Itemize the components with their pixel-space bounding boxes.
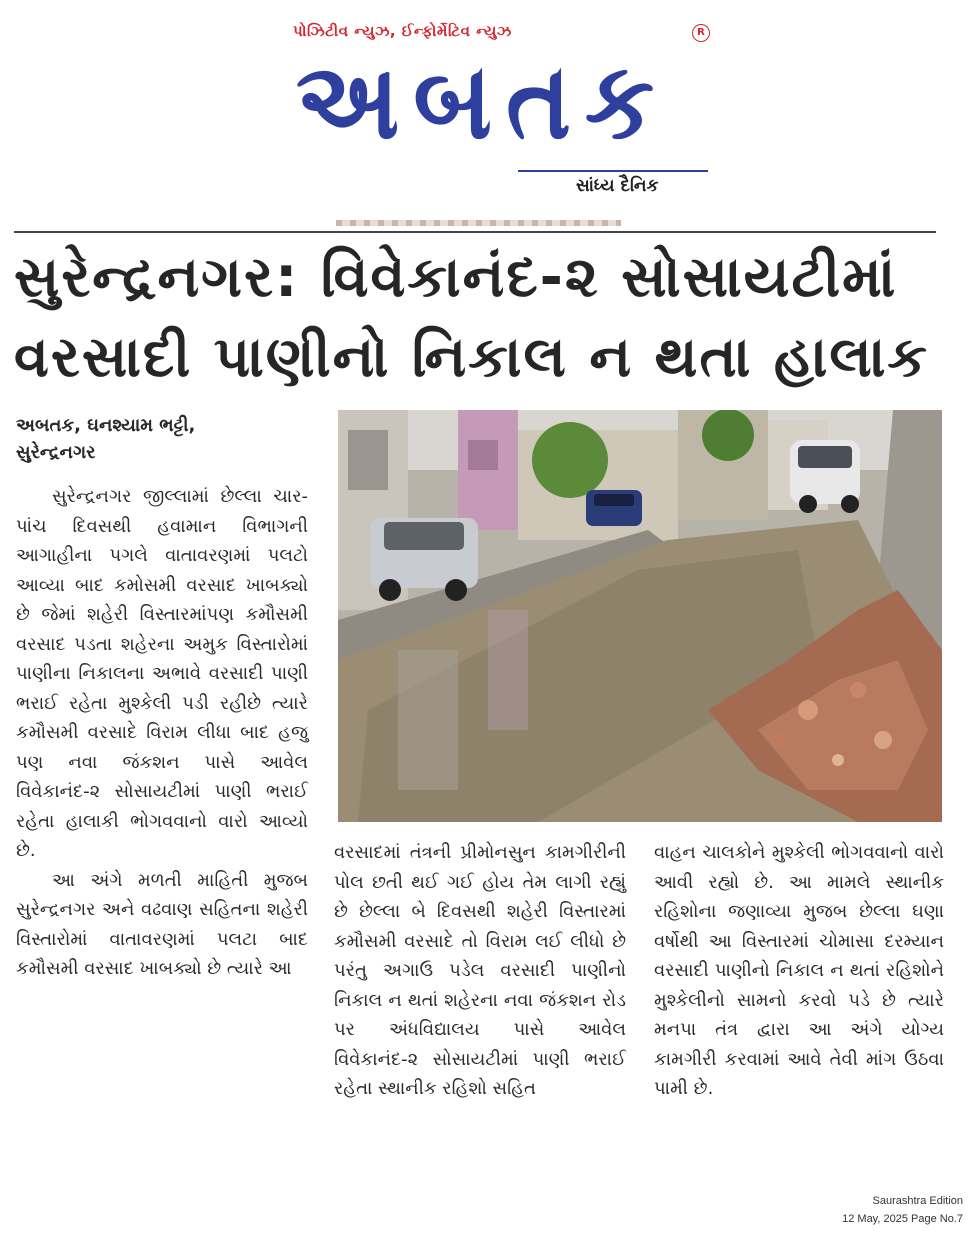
article-column-1 xyxy=(16,482,308,984)
headline-line-2: વરસાદી પાણીનો નિકાલ ન થતા હાલાક xyxy=(14,325,929,390)
article-column-3 xyxy=(654,838,944,1104)
masthead xyxy=(0,0,971,228)
article-headline xyxy=(14,238,944,398)
column-3-paragraph: વાહન ચાલકોને મુશ્કેલી ભોગવવાનો વારો આવી રહ્યો છે. આ મામલે સ્થાનીક રહિશોના જણાવ્યા મુજબ છેલ્લા ઘણા વર્ષોથી આ વિસ્તારમાં ચોમાસા દરમ્યાન વરસાદી પાણીનો નિકાલ ન થતાં રહિશોને મુશ્કેલીનો સામનો કરવો પડે છે ત્યારે મનપા તંત્ર દ્વારા આ અંગે યોગ્ય કામગીરી કરવામાં આવે તેવી માંગ ઉઠવા પામી છે. xyxy=(654,842,944,1099)
article-column-2 xyxy=(334,838,626,1104)
flooded-street-photo xyxy=(338,410,942,822)
date-page-label: 12 May, 2025 Page No.7 xyxy=(842,1213,963,1225)
article-byline xyxy=(16,412,316,466)
byline-line-1: અબતક, ઘનશ્યામ ભટ્ટી, xyxy=(16,415,196,436)
column-2-paragraph: વરસાદમાં તંત્રની પ્રીમોનસુન કામગીરીની પોલ છતી થઈ ગઈ હોય તેમ લાગી રહ્યું છે છેલ્લા બે દિવસથી શહેરી વિસ્તારમાં કમૌસમી વરસાદે તો વિરામ લઈ લીધો છે પરંતુ અગાઉ પડેલ વરસાદી પાણીનો નિકાલ ન થતાં શહેરના નવા જંકશન રોડ પર અંધવિદ્યાલય પાસે આવેલ વિવેકાનંદ-૨ સોસાયટીમાં પાણી ભરાઈ રહેતા સ્થાનીક રહિશો સહિત xyxy=(334,842,626,1099)
page-footer xyxy=(842,1192,963,1228)
masthead-tagline: પોઝિટીવ ન્યુઝ, ઈન્ફોર્મેટિવ ન્યુઝ xyxy=(293,22,512,40)
newspaper-logo: અબતક xyxy=(295,40,669,164)
column-1-paragraph-2: આ અંગે મળતી માહિતી મુજબ સુરેન્દ્રનગર અને વઢવાણ સહિતના શહેરી વિસ્તારોમાં વાતાવરણમાં પલટા બાદ કમૌસમી વરસાદ ખાબક્યો છે ત્યારે આ xyxy=(16,869,308,979)
clipping-edge-strip xyxy=(336,220,621,226)
masthead-subtitle: સાંધ્ય દૈનિક xyxy=(576,176,659,196)
headline-line-1: સુરેન્દ્રનગર: વિવેકાનંદ-૨ સોસાયટીમાં xyxy=(14,245,898,310)
column-1-paragraph-1: સુરેન્દ્રનગર જીલ્લામાં છેલ્લા ચાર-પાંચ દિવસથી હવામાન વિભાગની આગાહીના પગલે વાતાવરણમાં પલટો આવ્યા બાદ કમોસમી વરસાદ ખાબક્યો છે જેમાં શહેરી વિસ્તારમાંપણ કમૌસમી વરસાદ પડતા શહેરના અમુક વિસ્તારોમાં પાણીના નિકાલના અભાવે વરસાદી પાણી ભરાઈ રહેતા મુશ્કેલી પડી રહીછે ત્યારે કમૌસમી વરસાદે વિરામ લીધા બાદ હજુ પણ નવા જંકશન પાસે આવેલ વિવેકાનંદ-૨ સોસાયટીમાં પાણી ભરાઈ રહેતા હાલાકી ભોગવવાનો વારો આવ્યો છે. xyxy=(16,486,308,861)
headline-divider xyxy=(14,231,936,233)
logo-underline xyxy=(518,170,708,172)
edition-label: Saurashtra Edition xyxy=(872,1195,963,1207)
byline-line-2: સુરેન્દ્રનગર xyxy=(16,442,96,463)
registered-trademark-icon: R xyxy=(692,24,710,42)
